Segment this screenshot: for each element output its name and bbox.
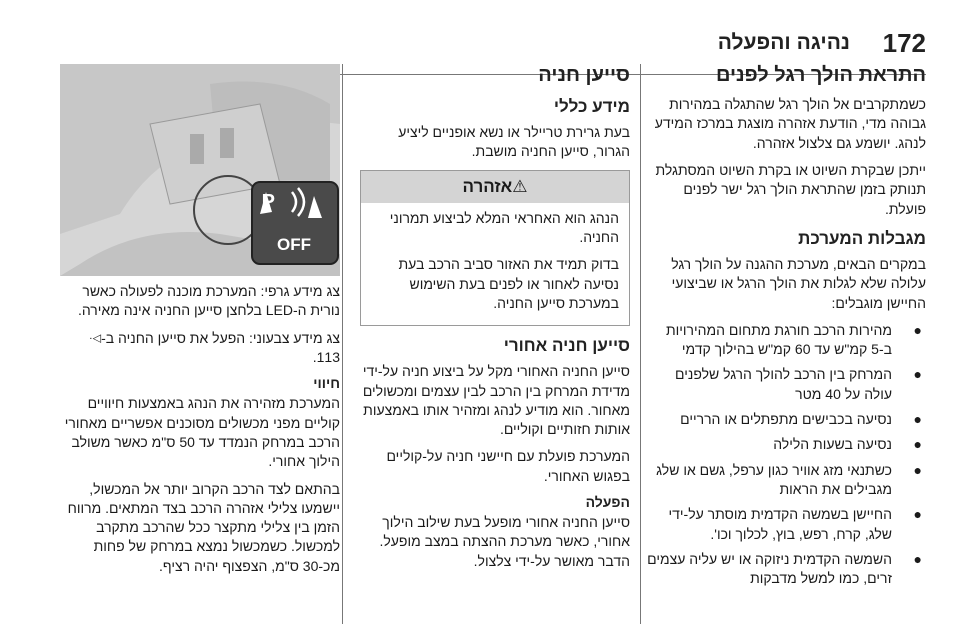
list-item: ● מהירות הרכב חורגת מתחום המהירויות ב-5 קמ"ש עד 60 קמ"ש בהילוך קדמי <box>665 321 922 358</box>
general-info-paragraph: בעת גרירת טריילר או נשא אופניים ליציע הגרור, סייען החניה מושבת. <box>398 124 630 160</box>
left-column <box>60 64 340 584</box>
rear-assist-paragraph-1: סייען החניה האחורי מקל על ביצוע חניה על-ידי מדידת המרחק בין הרכב לבין עצמים ומכשולים מאחור. הוא מודיע לנהג ומזהיר אותו באמצעות אותות חזותיים וקוליים. <box>362 363 630 438</box>
warning-header <box>361 171 629 203</box>
bullet-icon: ● <box>913 321 922 338</box>
warning-paragraph-1: הנהג הוא האחראי המלא לביצוע תמרוני החניה. <box>389 209 619 245</box>
pedestrian-alert-paragraph-2: ייתכן שבקרת השיוט או בקרת השיוט המסתגלת תנותק בזמן שהתראת הולך רגל ישר לפנים פועלת. <box>655 161 926 217</box>
svg-text:P: P <box>261 191 275 213</box>
section-title-system-limits: מגבלות המערכת <box>798 228 926 248</box>
page-header <box>0 18 960 58</box>
list-item: ● המרחק בין הרכב להולך הרגל שלפנים עולה על 40 מטר <box>675 366 922 402</box>
section-title-general-info: מידע כללי <box>553 97 630 116</box>
rear-assist-paragraph-2: המערכת פועלת עם חיישני חניה על-קוליים בפגוש האחורי. <box>386 448 630 484</box>
activation-paragraph: סייען החניה אחורי מופעל בעת שילוב הילוך אחורי, כאשר מערכת ההצתה במצב מופעל. הדבר מאושר על-ידי צלצול. <box>379 514 630 569</box>
off-button-label: OFF <box>277 235 311 254</box>
section-title-activation: הפעלה <box>585 494 630 511</box>
warning-triangle-icon: ⚠ <box>512 176 528 196</box>
bullet-icon: ● <box>913 366 922 383</box>
list-item: ● נסיעה בשעות הלילה <box>646 435 926 454</box>
indication-paragraph-1: המערכת מזהירה את הנהג באמצעות חיוויים קוליים מפני מכשולים מסוכנים אפשריים מאחורי הרכב במרחק הנמדד עד 50 ס"מ כאשר משולב הילוך אחורי. <box>64 395 340 470</box>
list-item: ● השמשה הקדמית ניזוקה או יש עליה עצמים זרים, כמו למשל מדבקות <box>647 550 922 587</box>
section-title-pedestrian-alert: התראת הולך רגל לפנים <box>715 64 926 86</box>
system-limits-intro: במקרים הבאים, מערכת ההגנה על הולך רגל עלולה שלא לגלות את הולך הרגל או שביצועי החיישן מוגבלים: <box>671 255 926 311</box>
bullet-icon: ● <box>913 436 922 453</box>
section-title-parking-assist: סייען חניה <box>538 64 630 86</box>
chapter-title: נהיגה והפעלה <box>717 31 850 54</box>
indication-paragraph-2: בהתאם לצד הרכב הקרוב יותר אל המכשול, יישמעו צלילי אזהרה הרכב בצד המתאים. מרווח הזמן בין צלילי מתקצר ככל שהרכב מתקרב למכשול. כשמכשול נמצא במרחק של פחות מכ-30 ס"מ, הצפצוף יהיה רציף. <box>67 480 340 574</box>
parking-sensor-icon: ◁· <box>88 332 102 345</box>
dashboard-illustration <box>60 64 340 276</box>
column-divider-right <box>640 64 641 624</box>
bullet-icon: ● <box>913 506 922 523</box>
bullet-icon: ● <box>913 550 922 567</box>
section-title-indication: חיווי <box>313 375 340 392</box>
list-item: ● נסיעה בכבישים מתפתלים או הרריים <box>646 410 926 429</box>
section-title-rear-parking-assist: סייען חניה אחורי <box>503 336 630 356</box>
warning-paragraph-2: בדוק תמיד את האזור סביב הרכב בעת נסיעה לאחור או לפנים בעת השימוש במערכת סייען החניה. <box>398 256 619 311</box>
bullet-icon: ● <box>913 461 922 478</box>
caption-color-display: צג מידע צבעוני: הפעל את סייען החניה ב-◁· 113. <box>88 329 340 365</box>
middle-column <box>360 64 630 579</box>
bullet-icon: ● <box>913 411 922 428</box>
pedestrian-alert-paragraph-1: כשמתקרבים אל הולך רגל שהתגלה במהירות גבוהה מדי, הודעת אזהרה מוצגת במרכז המידע לנהג. יושמע גם צלצול אזהרה. <box>654 96 926 151</box>
caption-graphic-display: צג מידע גרפי: המערכת מוכנה לפעולה כאשר נורית ה-LED בלחצן סייען החניה אינה מאירה. <box>77 283 340 319</box>
column-divider-left <box>342 64 343 624</box>
warning-body <box>361 203 629 326</box>
warning-title: אזהרה <box>462 176 513 196</box>
dashboard-button-figure <box>60 64 340 276</box>
right-column <box>646 64 926 595</box>
list-item: ● כשתנאי מזג אוויר כגון ערפל, גשם או שלג מגבילים את הראות <box>656 461 922 497</box>
list-item: ● החיישן בשמשה הקדמית מוסתר על-ידי שלג, קרח, רפש, בוץ, לכלוך וכו'. <box>668 506 922 542</box>
system-limits-list <box>646 321 926 589</box>
warning-box <box>360 170 630 327</box>
page-number: 172 <box>882 28 926 58</box>
